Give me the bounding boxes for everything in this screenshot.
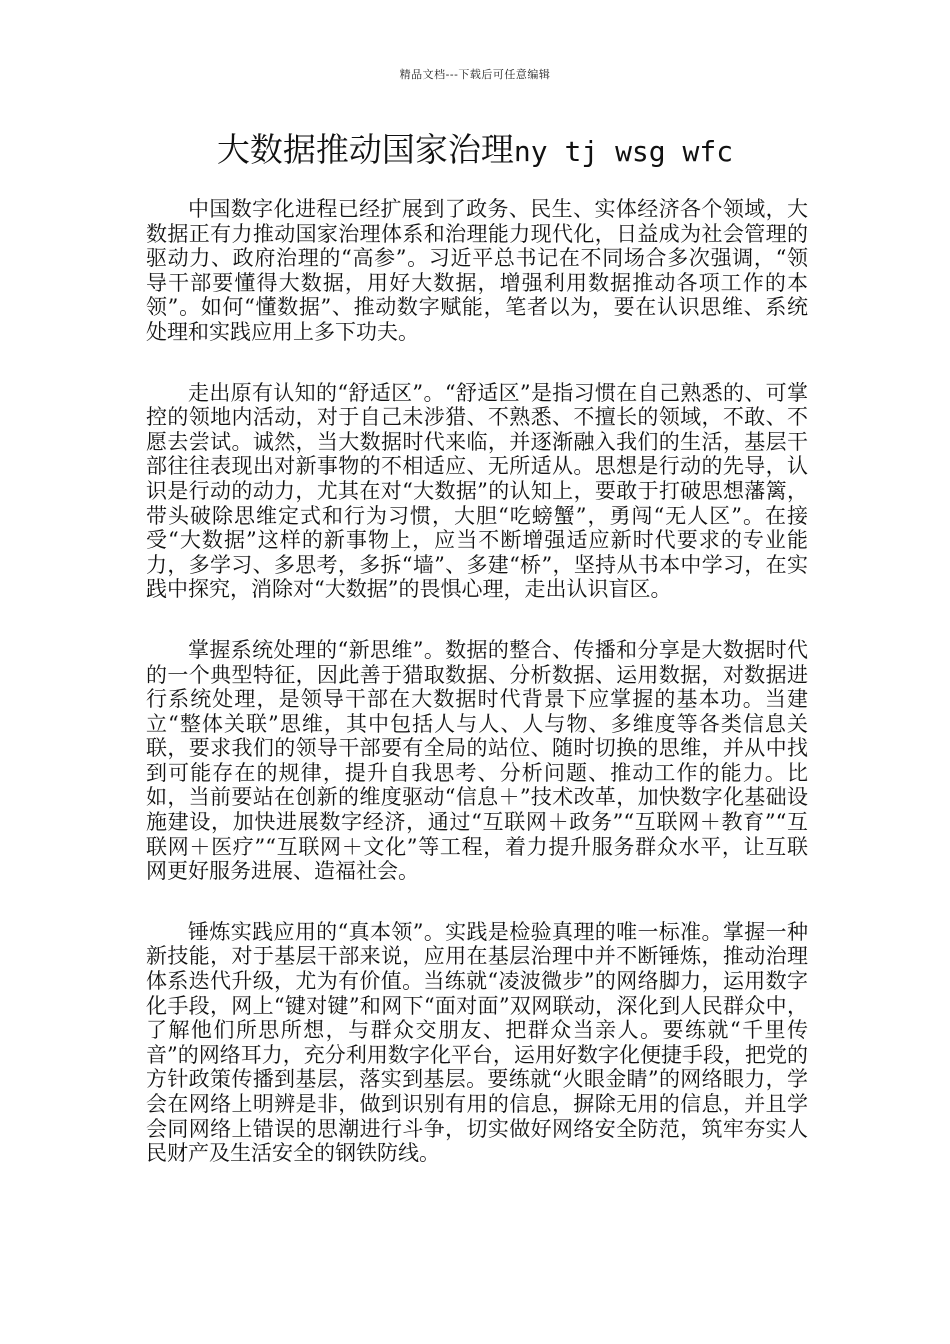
paragraph: 中国数字化进程已经扩展到了政务、民生、实体经济各个领域，大数据正有力推动国家治理体系和治理能力现代化，日益成为社会管理的驱动力、政府治理的“高参”。习近平总书记在不同场合多次强调，“领导干部要懂得大数据，用好大数据，增强利用数据推动各项工作的本领”。如何“懂数据”、推动数字赋能，笔者以为，要在认识思维、系统处理和实践应用上多下功夫。 bbox=[146, 197, 808, 344]
paragraph: 掌握系统处理的“新思维”。数据的整合、传播和分享是大数据时代的一个典型特征，因此善于猎取数据、分析数据、运用数据，对数据进行系统处理，是领导干部在大数据时代背景下应掌握的基本功。当建立“整体关联”思维，其中包括人与人、人与物、多维度等各类信息关联，要求我们的领导干部要有全局的站位、随时切换的思维，并从中找到可能存在的规律，提升自我思考、分析问题、推动工作的能力。比如，当前要站在创新的维度驱动“信息＋”技术改革，加快数字化基础设施建设，加快进展数字经济，通过“互联网＋政务”“互联网＋教育”“互联网＋医疗”“互联网＋文化”等工程，着力提升服务群众水平，让互联网更好服务进展、造福社会。 bbox=[146, 637, 808, 884]
page-header: 精品文档---下载后可任意编辑 bbox=[399, 68, 551, 81]
paragraph: 锤炼实践应用的“真本领”。实践是检验真理的唯一标准。掌握一种新技能，对于基层干部来说，应用在基层治理中并不断锤炼，推动治理体系迭代升级，尤为有价值。当练就“凌波微步”的网络脚力，运用数字化手段，网上“键对键”和网下“面对面”双网联动，深化到人民群众中，了解他们所思所想，与群众交朋友、把群众当亲人。要练就“千里传音”的网络耳力，充分利用数字化平台，运用好数字化便捷手段，把党的方针政策传播到基层，落实到基层。要练就“火眼金睛”的网络眼力，学会在网络上明辨是非，做到识别有用的信息，摒除无用的信息，并且学会同网络上错误的思潮进行斗争，切实做好网络安全防范，筑牢夯实人民财产及生活安全的钢铁防线。 bbox=[146, 919, 808, 1166]
document-body bbox=[146, 197, 808, 1202]
paragraph: 走出原有认知的“舒适区”。“舒适区”是指习惯在自己熟悉的、可掌控的领地内活动，对于自己未涉猎、不熟悉、不擅长的领域，不敢、不愿去尝试。诚然，当大数据时代来临，并逐渐融入我们的生活，基层干部往往表现出对新事物的不相适应、无所适从。思想是行动的先导，认识是行动的动力，尤其在对“大数据”的认知上，要敢于打破思想藩篱，带头破除思维定式和行为习惯，大胆“吃螃蟹”，勇闯“无人区”。在接受“大数据”这样的新事物上，应当不断增强适应新时代要求的专业能力，多学习、多思考，多拆“墙”、多建“桥”，坚持从书本中学习，在实践中探究，消除对“大数据”的畏惧心理，走出认识盲区。 bbox=[146, 380, 808, 602]
title-latin: ny tj wsg wfc bbox=[513, 135, 734, 168]
document-title bbox=[0, 128, 950, 174]
title-chinese: 大数据推动国家治理 bbox=[216, 130, 514, 169]
